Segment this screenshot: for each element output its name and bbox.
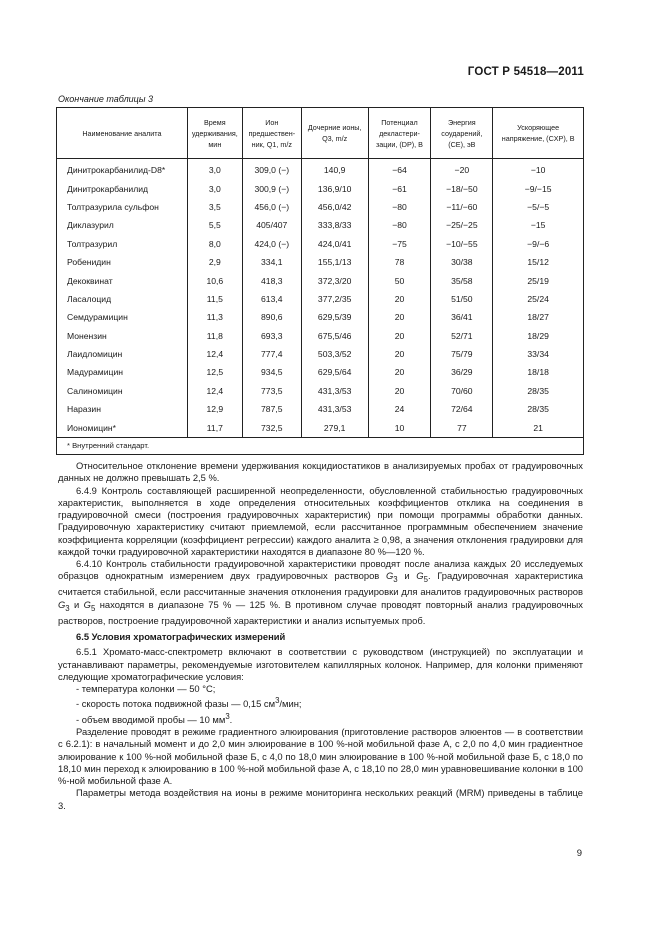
table-cell: 20 [368,290,431,308]
table-cell: 12,9 [187,400,242,418]
table-row [57,290,584,308]
p3-g2: G [416,570,424,582]
analyte-name-cell: Толтразурила сульфон [57,198,188,216]
table-cell: 28/35 [493,382,584,400]
table-cell: 30/38 [431,253,493,271]
list-item-injection-volume [58,711,583,726]
table-cell: 12,4 [187,382,242,400]
li3-sup: 3 [225,711,230,721]
page-number: 9 [576,848,582,859]
table-row [57,418,584,437]
table-cell: −61 [368,179,431,197]
table-row [57,308,584,326]
table-cell: −18/−50 [431,179,493,197]
table-cell: −25/−25 [431,216,493,234]
p3-part-a: 6.4.10 Контроль стабильности градуировочной характеристики проводят после анализа каждых 20 исследуемых образцов однократным измерением двух градуировочных растворов [58,558,583,582]
p3-g1: G [385,570,394,582]
table-cell: 2,9 [187,253,242,271]
col-header-retention-time: Время удерживания, мин [187,108,242,159]
table-cell: 24 [368,400,431,418]
table-cell: 28/35 [493,400,584,418]
table-cell: 25/24 [493,290,584,308]
table-cell: 51/50 [431,290,493,308]
table-cell: 11,7 [187,418,242,437]
table-cell: 777,4 [242,345,301,363]
table-cell: 36/41 [431,308,493,326]
table-cell: 431,3/53 [301,400,368,418]
table-cell: 3,5 [187,198,242,216]
table-cell: 33/34 [493,345,584,363]
table-cell: −9/−15 [493,179,584,197]
analyte-name-cell: Декоквинат [57,271,188,289]
table-cell: −64 [368,159,431,180]
p3-part-c: . Градуировочная характеристика считается стабильной, если рассчитанные значения отклонения градуировки для аналитов градуировочных растворов [58,570,584,598]
p3-part-b: и [397,570,417,582]
table-cell: 18/27 [493,308,584,326]
table-cell: −80 [368,198,431,216]
li2-unit: /мин; [279,698,302,710]
table-cell: 11,8 [187,327,242,345]
table-cell: 424,0/41 [301,235,368,253]
table-cell: −9/−6 [493,235,584,253]
table-row [57,253,584,271]
table-cell: 693,3 [242,327,301,345]
p3-part-e: находятся в диапазоне 75 % — 125 %. В противном случае проводят повторный анализ градуировочных растворов, построение градуировочной характеристики и анализ испытуемых проб. [58,598,583,626]
analyte-name-cell: Монензин [57,327,188,345]
table-cell: 405/407 [242,216,301,234]
analyte-name-cell: Динитрокарбанилид-D8* [57,159,188,180]
col-header-declustering-potential: Потенциал декластери-зации, (DP), В [368,108,431,159]
table-cell: 629,5/39 [301,308,368,326]
table-cell: 300,9 (−) [242,179,301,197]
p3-g4: G [83,598,91,610]
table-cell: 75/79 [431,345,493,363]
table-cell: 136,9/10 [301,179,368,197]
table-row [57,235,584,253]
col-header-analyte: Наименование аналита [57,108,188,159]
analyte-name-cell: Толтразурил [57,235,188,253]
table-cell: 334,1 [242,253,301,271]
paragraph-6-4-10 [58,558,583,627]
table-cell: 52/71 [431,327,493,345]
table-cell: 20 [368,308,431,326]
table-row [57,216,584,234]
analyte-name-cell: Семдурамицин [57,308,188,326]
col-header-precursor-ion: Ион предшествен-ник, Q1, m/z [242,108,301,159]
table-cell: 35/58 [431,271,493,289]
table-cell: 456,0 (−) [242,198,301,216]
table-cell: 431,3/53 [301,382,368,400]
table-cell: 25/19 [493,271,584,289]
parameters-table [56,107,584,455]
list-item-flow-rate [58,695,583,710]
p3-part-d: и [69,598,84,610]
p3-sub-3: 3 [65,603,70,613]
table-cell: 21 [493,418,584,437]
table-cell: −11/−60 [431,198,493,216]
table-cell: 377,2/35 [301,290,368,308]
p3-g3: G [58,598,66,610]
table-header-row [57,108,584,159]
li3-end: . [229,713,233,725]
analyte-name-cell: Мадурамицин [57,363,188,381]
section-heading-6-5: 6.5 Условия хроматографических измерений [76,631,286,642]
analyte-name-cell: Диклазурил [57,216,188,234]
table-cell: 890,6 [242,308,301,326]
table-cell: 629,5/64 [301,363,368,381]
table-cell: 333,8/33 [301,216,368,234]
table-cell: 787,5 [242,400,301,418]
analyte-name-cell: Иономицин* [57,418,188,437]
table-cell: 15/12 [493,253,584,271]
table-footnote-row [57,437,584,454]
table-cell: 20 [368,327,431,345]
table-cell: 10,6 [187,271,242,289]
table-cell: 12,5 [187,363,242,381]
analyte-name-cell: Салиномицин [57,382,188,400]
table-cell: 309,0 (−) [242,159,301,180]
col-header-exit-potential: Ускоряющее напряжение, (CXP), В [493,108,584,159]
table-cell: −10/−55 [431,235,493,253]
table-row [57,271,584,289]
table-cell: 77 [431,418,493,437]
table-footnote: * Внутренний стандарт. [57,437,584,454]
table-cell: 72/64 [431,400,493,418]
table-cell: 36/29 [431,363,493,381]
table-cell: 10 [368,418,431,437]
p3-sub-1: 3 [393,575,398,585]
table-row [57,327,584,345]
table-cell: 11,5 [187,290,242,308]
table-cell: 18/18 [493,363,584,381]
table-cell: −80 [368,216,431,234]
analyte-name-cell: Наразин [57,400,188,418]
analyte-name-cell: Динитрокарбанилид [57,179,188,197]
table-cell: 503,3/52 [301,345,368,363]
table-cell: 732,5 [242,418,301,437]
table-cell: 372,3/20 [301,271,368,289]
analyte-name-cell: Робенидин [57,253,188,271]
standard-designation: ГОСТ Р 54518—2011 [467,66,584,78]
table-cell: 613,4 [242,290,301,308]
paragraph-gradient-elution: Разделение проводят в режиме градиентного элюирования (приготовление растворов элюентов — в соответствии с 6.2.1): в начальный момент и до 2,0 мин элюирование в 100 %-ной мобильной фазе А, с 2,0 по 4,0 мин градиентное элюирование к 100 %-ной мобильной фазе Б, с 4,0 по 18,0 мин элюирование в 100 %-ной мобильной фазе Б, с 18,0 по 18,10 мин переход к элюированию в 100 %-ной мобильной фазе А, с 18,10 по 28,0 мин уравновешивание колонки в 100 %-ной мобильной фазе А. [58,726,583,786]
table-row [57,345,584,363]
li3-text: - объем вводимой пробы — 10 мм [76,713,226,725]
table-cell: 8,0 [187,235,242,253]
table-row [57,400,584,418]
table-cell: 18/29 [493,327,584,345]
table-cell: −15 [493,216,584,234]
table-row [57,382,584,400]
paragraph-6-5-1: 6.5.1 Хромато-масс-спектрометр включают в соответствии с руководством (инструкцией) по эксплуатации и устанавливают параметры, рекомендуемые изготовителем капиллярных колонок. Например, для колонки применяют следующие хроматографические условия: [58,646,583,682]
table-cell: −20 [431,159,493,180]
body-text [58,460,583,812]
table-cell: 78 [368,253,431,271]
table-cell: 20 [368,363,431,381]
paragraph-mrm-parameters: Параметры метода воздействия на ионы в режиме мониторинга нескольких реакций (MRM) приведены в таблице 3. [58,787,583,811]
table-cell: 12,4 [187,345,242,363]
table-cell: 456,0/42 [301,198,368,216]
table-cell: 155,1/13 [301,253,368,271]
table-cell: 70/60 [431,382,493,400]
table-cell: 50 [368,271,431,289]
table-cell: 11,3 [187,308,242,326]
table-cell: −5/−5 [493,198,584,216]
table-row [57,198,584,216]
p3-sub-4: 5 [90,603,96,613]
table-cell: 418,3 [242,271,301,289]
table-cell: −10 [493,159,584,180]
table-body [57,159,584,438]
analyte-name-cell: Ласалоцид [57,290,188,308]
col-header-collision-energy: Энергия соударений, (CE), эВ [431,108,493,159]
col-header-product-ions: Дочерние ионы, Q3, m/z [301,108,368,159]
analyte-name-cell: Лаидломицин [57,345,188,363]
table-cell: 20 [368,382,431,400]
li2-sup: 3 [275,696,280,706]
table-cell: 5,5 [187,216,242,234]
table-cell: −75 [368,235,431,253]
table-cell: 773,5 [242,382,301,400]
table-row [57,179,584,197]
paragraph-6-4-9: 6.4.9 Контроль составляющей расширенной неопределенности, обусловленной стабильностью градуировочных характеристик, выполняется в ходе определения относительных коэффициентов отклика на соединения в градуировочной смеси (построения градуировочных характеристик) при помощи программы обработки данных. Градуировочную характеристику считают приемлемой, если рассчитанное программным обеспечением значение коэффициента корреляции (коэффициент регрессии) каждого аналита ≥ 0,98, а значения отклонения градуировки для каждой точки градуировочной характеристики находятся в диапазоне 80 %—120 %. [58,484,583,557]
table-cell: 934,5 [242,363,301,381]
table-cell: 3,0 [187,159,242,180]
table-cell: 279,1 [301,418,368,437]
table-cell: 675,5/46 [301,327,368,345]
table-caption: Окончание таблицы 3 [58,94,153,104]
table-cell: 424,0 (−) [242,235,301,253]
p3-sub-2: 5 [423,575,428,585]
table-row [57,159,584,180]
table-cell: 20 [368,345,431,363]
table-row [57,363,584,381]
paragraph-retention-deviation: Относительное отклонение времени удерживания кокцидиостатиков в анализируемых пробах от градуировочных данных не должно превышать 2,5 %. [58,460,583,484]
table-cell: 3,0 [187,179,242,197]
list-item-column-temperature: - температура колонки — 50 °С; [76,683,216,694]
table-cell: 140,9 [301,159,368,180]
li2-text: - скорость потока подвижной фазы — 0,15 см [76,698,276,710]
